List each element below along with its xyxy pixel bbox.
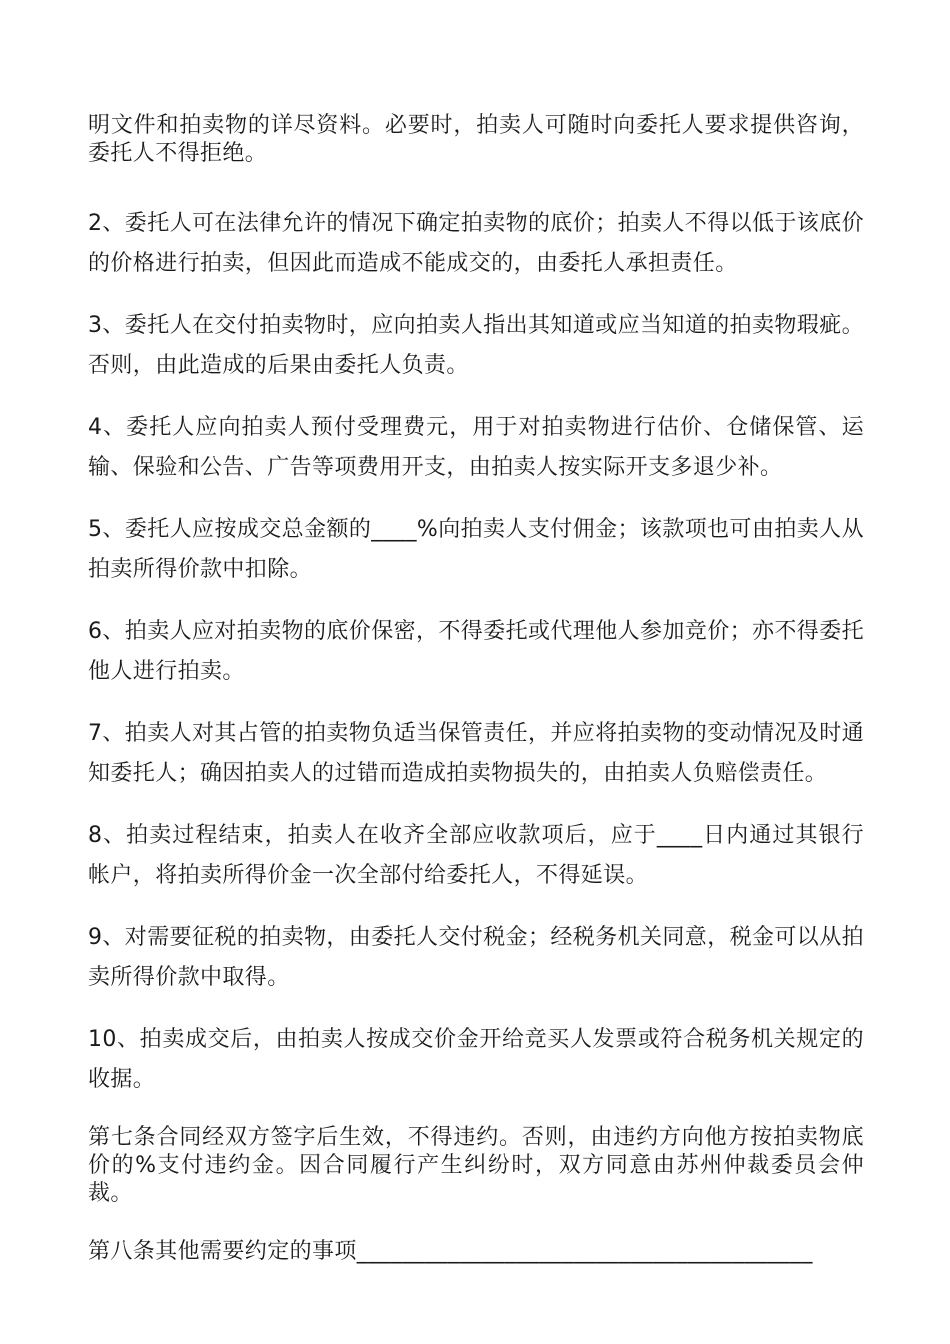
paragraph-continuation: 明文件和拍卖物的详尽资料。必要时，拍卖人可随时向委托人要求提供咨询，委托人不得拒绝。 bbox=[88, 113, 864, 166]
paragraph-clause-9: 9、对需要征税的拍卖物，由委托人交付税金；经税务机关同意，税金可以从拍卖所得价款中取得。 bbox=[88, 925, 864, 990]
paragraph-clause-2: 2、委托人可在法律允许的情况下确定拍卖物的底价；拍卖人不得以低于该底价的价格进行拍卖，但因此而造成不能成交的，由委托人承担责任。 bbox=[88, 211, 864, 276]
paragraph-article-8: 第八条其他需要约定的事项________________________________________ bbox=[88, 1239, 813, 1264]
paragraph-clause-10: 10、拍卖成交后，由拍卖人按成交价金开给竞买人发票或符合税务机关规定的收据。 bbox=[88, 1027, 864, 1092]
paragraph-clause-6: 6、拍卖人应对拍卖物的底价保密，不得委托或代理他人参加竞价；亦不得委托他人进行拍卖。 bbox=[88, 619, 864, 684]
document-body bbox=[88, 112, 864, 1266]
paragraph-clause-8: 8、拍卖过程结束，拍卖人在收齐全部应收款项后，应于____日内通过其银行帐户，将拍卖所得价金一次全部付给委托人，不得延误。 bbox=[88, 823, 864, 888]
paragraph-article-7: 第七条合同经双方签字后生效，不得违约。否则，由违约方向他方按拍卖物底价的%支付违约金。因合同履行产生纠纷时，双方同意由苏州仲裁委员会仲裁。 bbox=[88, 1125, 864, 1206]
paragraph-clause-7: 7、拍卖人对其占管的拍卖物负适当保管责任，并应将拍卖物的变动情况及时通知委托人；确因拍卖人的过错而造成拍卖物损失的，由拍卖人负赔偿责任。 bbox=[88, 721, 864, 786]
paragraph-clause-3: 3、委托人在交付拍卖物时，应向拍卖人指出其知道或应当知道的拍卖物瑕疵。否则，由此造成的后果由委托人负责。 bbox=[88, 313, 864, 378]
paragraph-clause-5: 5、委托人应按成交总金额的____%向拍卖人支付佣金；该款项也可由拍卖人从拍卖所得价款中扣除。 bbox=[88, 517, 864, 582]
paragraph-clause-4: 4、委托人应向拍卖人预付受理费元，用于对拍卖物进行估价、仓储保管、运输、保验和公告、广告等项费用开支，由拍卖人按实际开支多退少补。 bbox=[88, 415, 864, 480]
